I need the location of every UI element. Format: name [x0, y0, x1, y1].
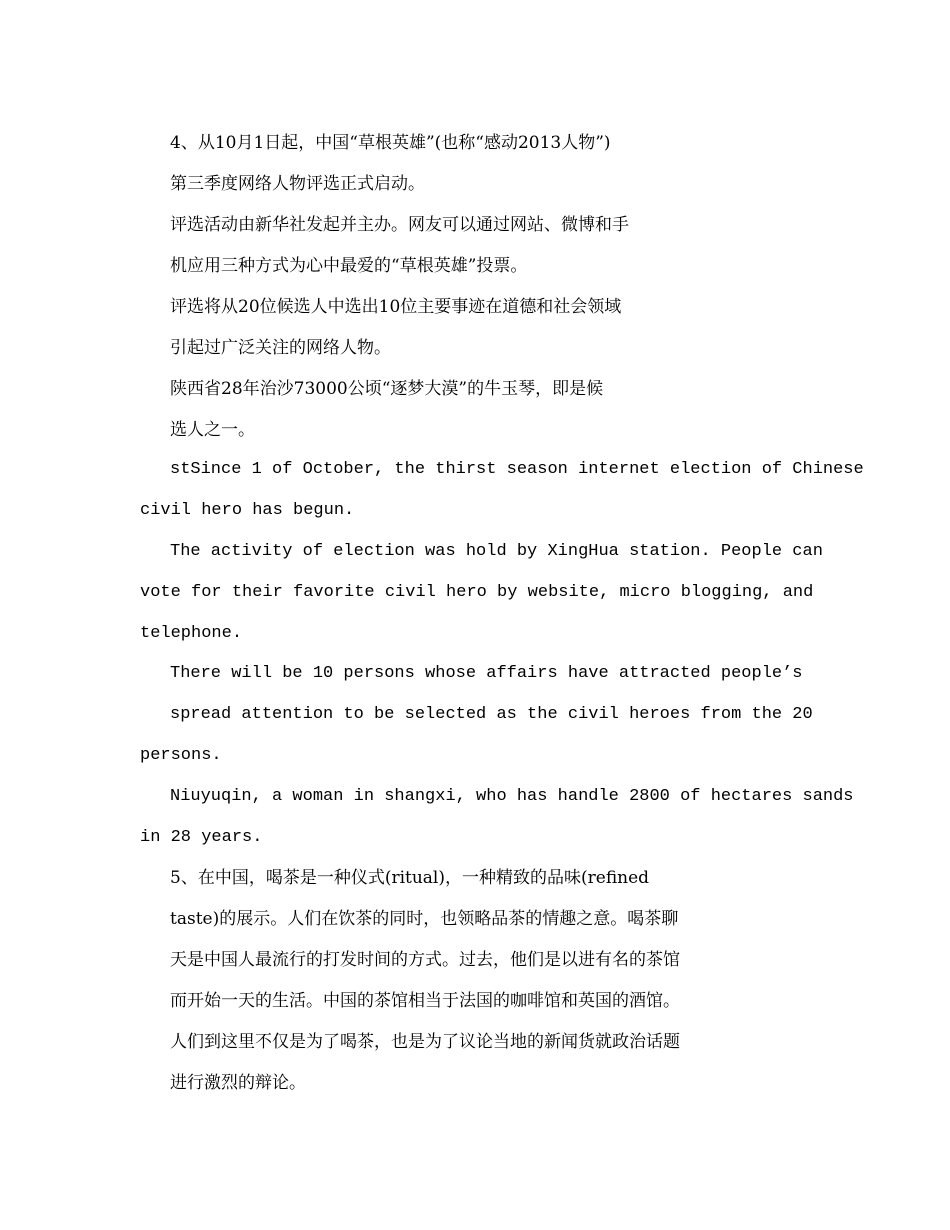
text-line: taste)的展示。人们在饮茶的同时，也领略品茶的情趣之意。喝茶聊	[170, 909, 679, 929]
text-line: Niuyuqin, a woman in shangxi, who has handle 2800 of hectares sands	[170, 787, 854, 806]
text-line: in 28 years.	[140, 828, 263, 847]
text-line: 5、在中国，喝茶是一种仪式(ritual)，一种精致的品味(refined	[170, 868, 650, 888]
text-line: civil hero has begun.	[140, 501, 355, 520]
text-line: There will be 10 persons whose affairs have attracted people’s	[170, 664, 803, 683]
text-line: telephone.	[140, 624, 243, 643]
text-line: 机应用三种方式为心中最爱的“草根英雄”投票。	[170, 256, 528, 276]
text-line: 第三季度网络人物评选正式启动。	[170, 174, 425, 194]
text-line: spread attention to be selected as the civil heroes from the 20	[170, 705, 813, 724]
text-line: 陕西省28年治沙73000公顷“逐梦大漠”的牛玉琴，即是候	[170, 379, 604, 399]
text-line: 引起过广泛关注的网络人物。	[170, 338, 391, 358]
text-line: 人们到这里不仅是为了喝茶，也是为了议论当地的新闻货就政治话题	[170, 1032, 680, 1052]
text-line: persons.	[140, 746, 222, 765]
text-line: 评选将从20位候选人中选出10位主要事迹在道德和社会领域	[170, 297, 622, 317]
text-line: 天是中国人最流行的打发时间的方式。过去，他们是以进有名的茶馆	[170, 950, 680, 970]
text-line: 选人之一。	[170, 420, 255, 440]
text-line: 评选活动由新华社发起并主办。网友可以通过网站、微博和手	[170, 215, 629, 235]
text-line: stSince 1 of October, the thirst season internet election of Chinese	[170, 460, 864, 479]
text-line: 进行激烈的辩论。	[170, 1073, 306, 1093]
text-line: 4、从10月1日起，中国“草根英雄”(也称“感动2013人物”)	[170, 133, 611, 153]
text-line: 而开始一天的生活。中国的茶馆相当于法国的咖啡馆和英国的酒馆。	[170, 991, 680, 1011]
text-line: The activity of election was hold by XingHua station. People can	[170, 542, 823, 561]
text-line: vote for their favorite civil hero by website, micro blogging, and	[140, 583, 814, 602]
